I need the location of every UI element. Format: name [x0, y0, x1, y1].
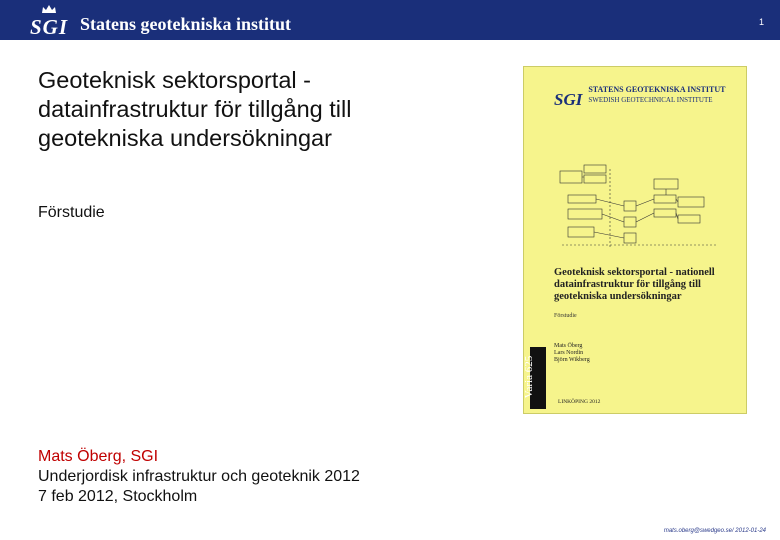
institute-name: Statens geotekniska institut — [80, 13, 292, 34]
cover-diagram — [558, 161, 724, 257]
event-date-place: 7 feb 2012, Stockholm — [38, 488, 198, 505]
title-line: datainfrastruktur för tillgång till — [38, 96, 352, 122]
presenter-name: Mats Öberg, SGI — [38, 448, 159, 465]
sgi-crown-logo — [30, 4, 68, 38]
cover-institute — [588, 85, 725, 104]
presenter-info — [38, 447, 360, 507]
slide-subtitle: Förstudie — [38, 204, 105, 221]
title-line: geotekniska undersökningar — [38, 125, 332, 151]
cover-author: Lars Nordin — [554, 350, 584, 356]
cover-title: Geoteknisk sektorsportal - nationell datainfrastruktur för tillgång till geotekniska undersökningar — [554, 267, 715, 302]
cover-authors — [554, 343, 590, 364]
cover-series-strip — [523, 347, 546, 409]
cover-place-year: LINKÖPING 2012 — [558, 399, 601, 405]
header-bar — [0, 0, 780, 40]
cover-logo — [554, 85, 725, 110]
report-cover-image — [523, 66, 747, 414]
sgi-logo — [30, 4, 291, 38]
cover-institute-english: SWEDISH GEOTECHNICAL INSTITUTE — [588, 96, 713, 104]
slide-title — [38, 66, 478, 153]
logo-text: SGI — [30, 15, 69, 39]
cover-type: Förstudie — [554, 313, 577, 319]
title-line: Geoteknisk sektorsportal - — [38, 67, 311, 93]
cover-logo-text: SGI — [554, 90, 583, 109]
footer-contact: mats.oberg@swedgeo.se/ 2012-01-24 — [663, 528, 766, 534]
cover-institute-swedish: STATENS GEOTEKNISKA INSTITUT — [588, 85, 726, 94]
event-name: Underjordisk infrastruktur och geoteknik 2012 — [38, 468, 360, 485]
cover-series: Varia 625 — [523, 355, 536, 399]
page-number: 1 — [758, 17, 764, 27]
crown-icon — [41, 4, 57, 14]
cover-author: Mats Öberg — [554, 343, 583, 349]
cover-author: Björn Wikberg — [554, 357, 590, 363]
